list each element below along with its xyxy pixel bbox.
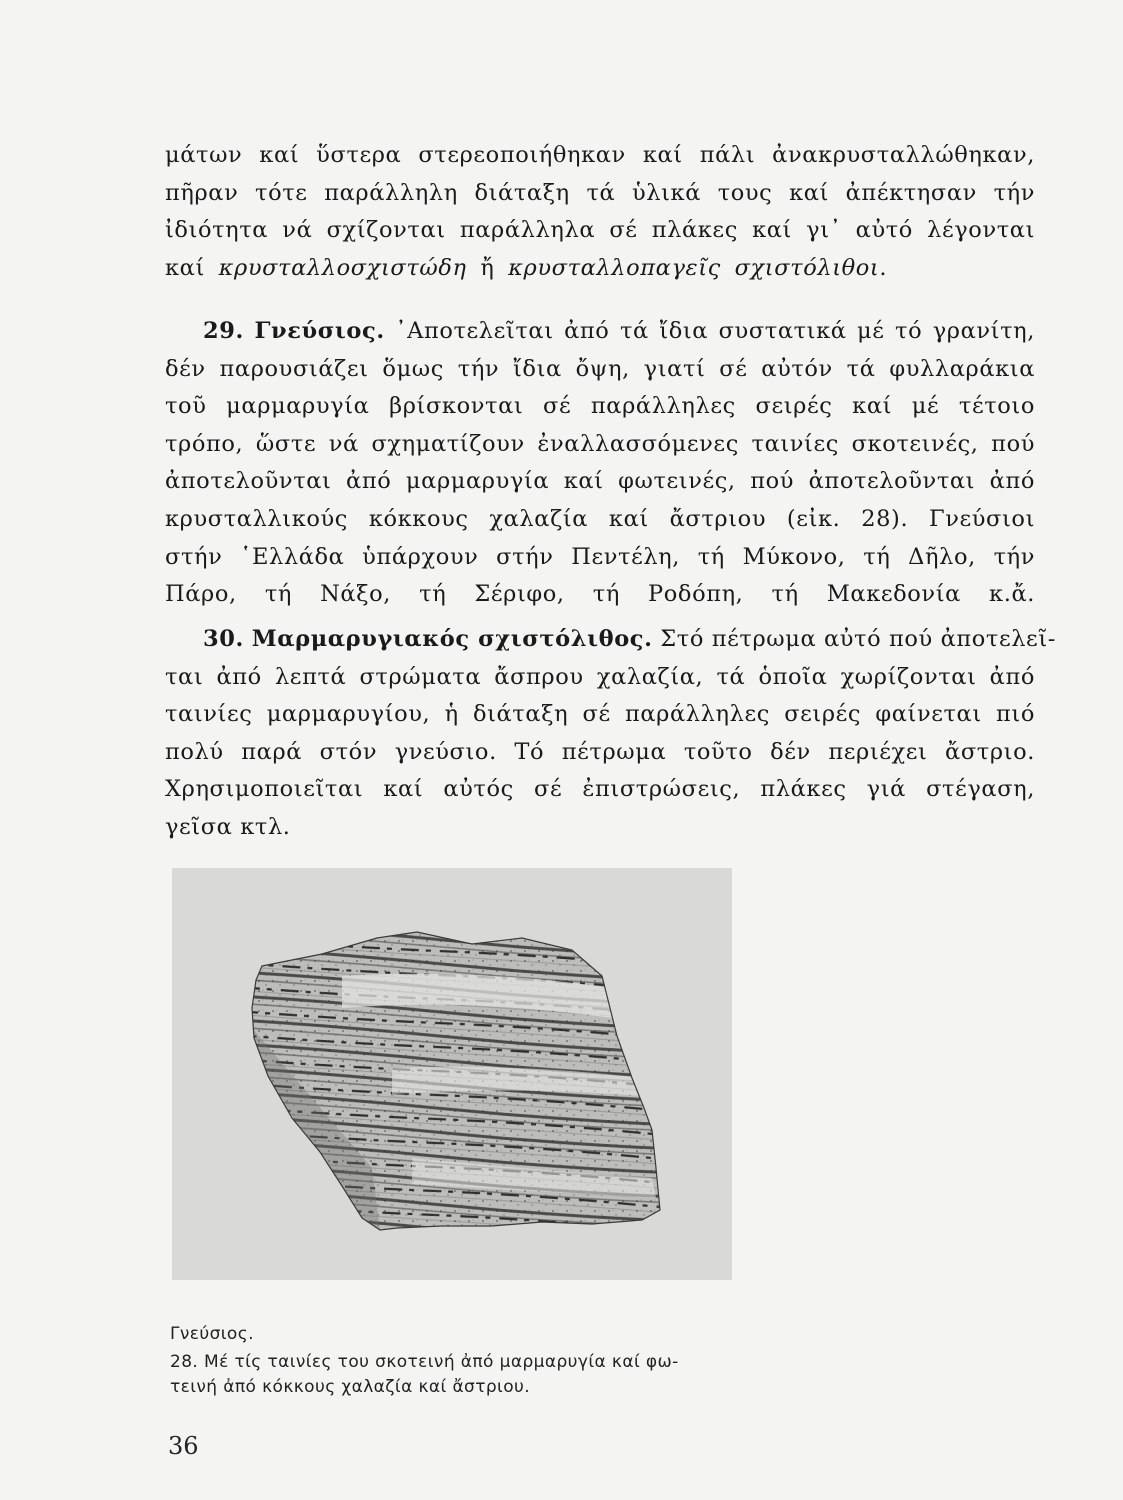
section-30-mica-schist [165, 621, 1056, 847]
text-line: Χρησιμοποιεῖται καί αὐτός σέ ἐπιστρώσεις, πλάκες γιά στέγαση, [165, 776, 1035, 803]
text-fragment: Στό πέτρωμα αὐτό πού ἀποτελεῖ- [652, 626, 1056, 652]
section-29-gneiss [165, 313, 1035, 614]
term-crystalline-schistose: κρυσταλλοσχιστώδη [218, 254, 467, 281]
term-crystalline-schists: κρυσταλλοπαγεῖς σχιστόλιθοι [508, 254, 880, 281]
text-line: Πάρο, τή Νάξο, τή Σέριφο, τή Ροδόπη, τή Μακεδονία κ.ἄ. [165, 581, 1035, 608]
section-heading-line [165, 313, 1035, 351]
figure-caption [170, 1322, 770, 1400]
section-title: Μαρμαρυγιακός σχιστόλιθος. [251, 626, 653, 652]
text-fragment: ἤ [466, 254, 509, 281]
text-line: ἀποτελοῦνται ἀπό μαρμαρυγία καί φωτεινές, πού ἀποτελοῦνται ἀπό [165, 468, 1035, 495]
caption-line: 28. Μέ τίς ταινίες του σκοτεινή ἀπό μαρμαρυγία καί φω- [170, 1352, 679, 1372]
text-line: δέν παρουσιάζει ὅμως τήν ἴδια ὄψη, γιατί σέ αὐτόν τά φυλλαράκια [165, 355, 1035, 382]
text-line: πῆραν τότε παράλληλη διάταξη τά ὑλικά τους καί ἀπέκτησαν τήν [165, 179, 1035, 206]
section-heading-line [165, 621, 1056, 659]
text-line: στήν ῾Ελλάδα ὑπάρχουν στήν Πεντέλη, τή Μύκονο, τή Δῆλο, τήν [165, 543, 1035, 570]
gneiss-rock-illustration [172, 868, 732, 1280]
text-line: γεῖσα κτλ. [165, 813, 291, 840]
text-line: κρυσταλλικούς κόκκους χαλαζία καί ἄστριου (εἰκ. 28). Γνεύσιοι [165, 505, 1035, 532]
text-line: ταινίες μαρμαρυγίου, ἡ διάταξη σέ παράλληλες σειρές φαίνεται πιό [165, 701, 1035, 728]
text-line: τοῦ μαρμαρυγία βρίσκονται σέ παράλληλες σειρές καί μέ τέτοιο [165, 393, 1035, 420]
section-number: 29. [203, 318, 244, 344]
caption-line: τεινή ἀπό κόκκους χαλαζία καί ἄστριου. [170, 1377, 531, 1397]
text-fragment: . [879, 254, 888, 281]
paragraph-crystalline-schists [165, 137, 1035, 287]
page-number: 36 [168, 1432, 199, 1460]
text-line: πολύ παρά στόν γνεύσιο. Τό πέτρωμα τοῦτο δέν περιέχει ἄστριο. [165, 738, 1035, 765]
text-fragment: καί [165, 254, 219, 281]
gneiss-photo [172, 868, 732, 1280]
section-number: 30. [203, 626, 244, 652]
text-line: τρόπο, ὥστε νά σχηματίζουν ἐναλλασσόμενες ταινίες σκοτεινές, πού [165, 430, 1035, 457]
caption-title: Γνεύσιος. [170, 1324, 254, 1344]
text-line: ται ἀπό λεπτά στρώματα ἄσπρου χαλαζία, τά ὁποῖα χωρίζονται ἀπό [165, 663, 1035, 690]
section-title: Γνεύσιος. [254, 318, 385, 344]
text-line: μάτων καί ὕστερα στερεοποιήθηκαν καί πάλι ἀνακρυσταλλώθηκαν, [165, 142, 1035, 168]
rock-body [232, 918, 692, 1248]
text-line: ἰδιότητα νά σχίζονται παράλληλα σέ πλάκες καί γι᾽ αὐτό λέγονται [165, 217, 1035, 244]
text-line [165, 250, 1035, 288]
text-fragment: ᾽Αποτελεῖται ἀπό τά ἴδια συστατικά μέ τό γρανίτη, [384, 318, 1035, 344]
